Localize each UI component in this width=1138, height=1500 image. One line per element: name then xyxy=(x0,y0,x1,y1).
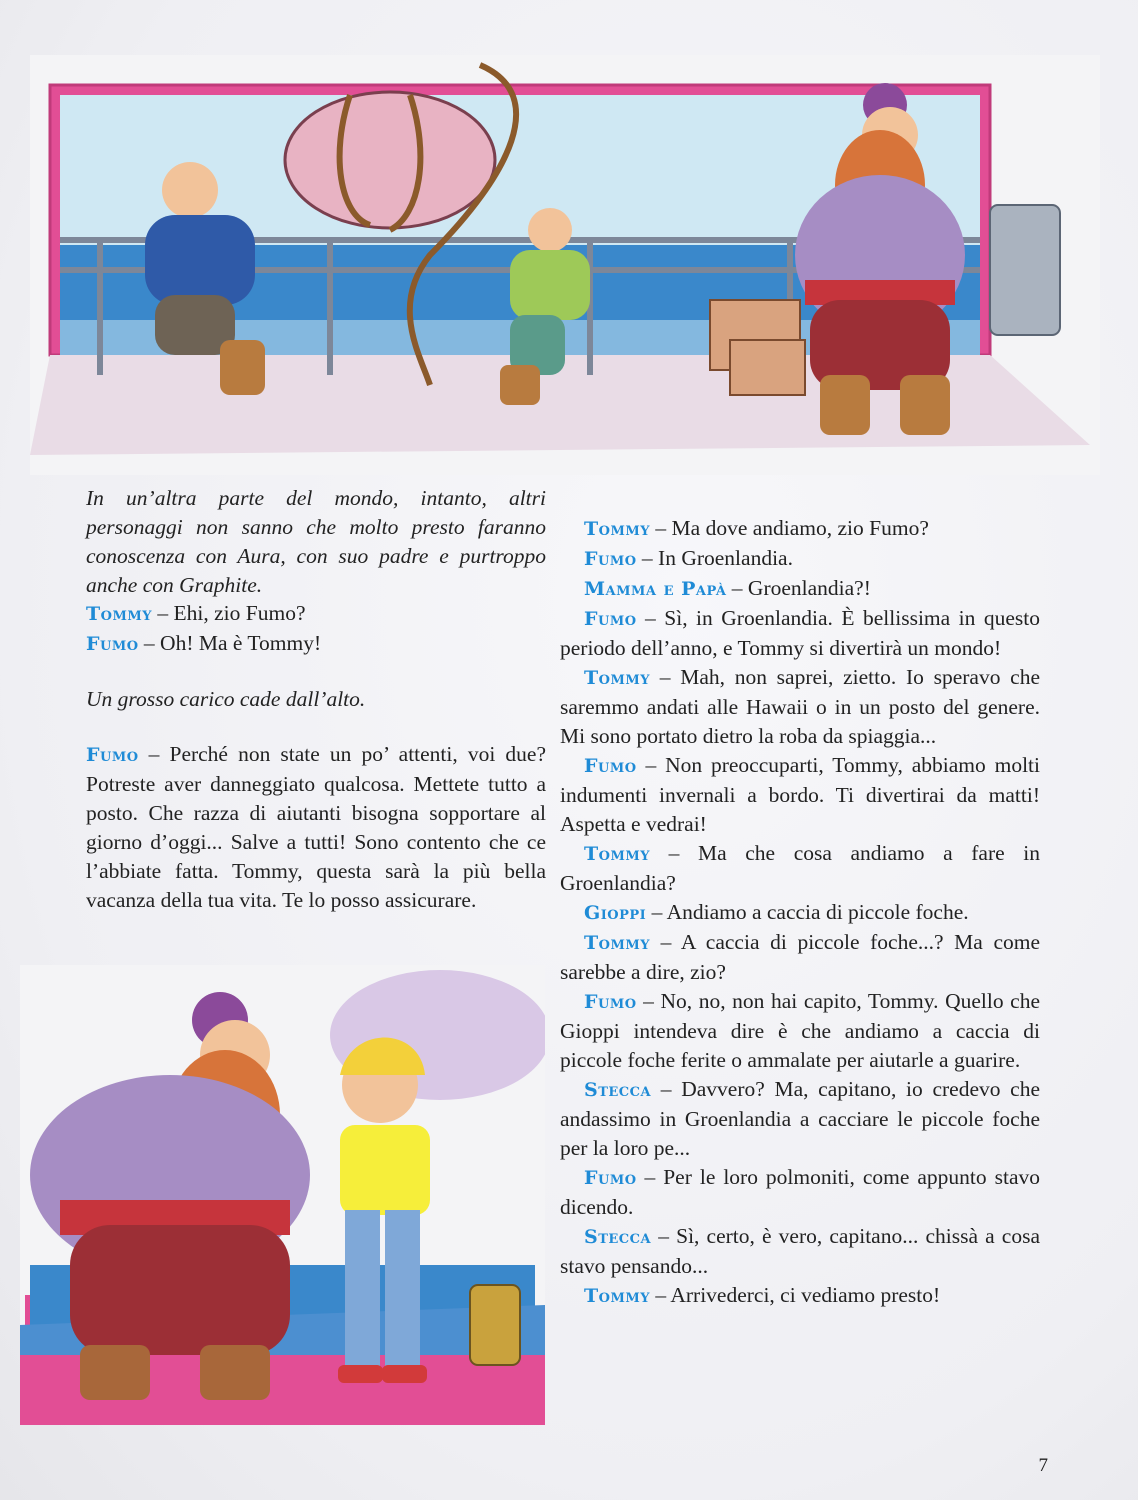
speaker-name: Mamma e Papà xyxy=(584,578,727,600)
speaker-name: Tommy xyxy=(584,843,651,865)
dialog-line xyxy=(560,514,1040,544)
dialog-line xyxy=(560,663,1040,751)
dialog-line xyxy=(560,1163,1040,1222)
bottom-illustration xyxy=(20,965,545,1425)
speaker-name: Tommy xyxy=(584,1285,651,1307)
speaker-name: Fumo xyxy=(584,608,637,630)
dialog-line xyxy=(560,928,1040,987)
speaker-name: Stecca xyxy=(584,1079,652,1101)
page-number: 7 xyxy=(1038,1455,1048,1476)
dialog-text: – Ma dove andiamo, zio Fumo? xyxy=(655,516,929,540)
dialog-line xyxy=(86,629,546,659)
dialog-text: – In Groenlandia. xyxy=(641,546,793,570)
speaker-name: Tommy xyxy=(584,932,651,954)
dialog-text: – No, no, non hai capito, Tommy. Quello che Gioppi intendeva dire è che andiamo a caccia di piccole foche ferite o ammalate per aiutarle a guarire. xyxy=(560,989,1040,1072)
speaker-name: Fumo xyxy=(584,755,637,777)
dialog-text: – Sì, in Groenlandia. È bellissima in questo periodo dell’anno, e Tommy si divertirà un mondo! xyxy=(560,606,1040,660)
speaker-name: Stecca xyxy=(584,1226,652,1248)
speaker-name: Gioppi xyxy=(584,902,647,924)
dialog-text: – Davvero? Ma, capitano, io credevo che andassimo in Groenlandia a cacciare le piccole foche per la loro pe... xyxy=(560,1077,1040,1160)
speaker-name: Tommy xyxy=(584,518,651,540)
dialog-text: – Sì, certo, è vero, capitano... chissà a cosa stavo pensando... xyxy=(560,1224,1041,1278)
dialog-text: – A caccia di piccole foche...? Ma come sarebbe a dire, zio? xyxy=(560,930,1040,984)
dialog-line xyxy=(560,898,1040,928)
dialog-line xyxy=(560,751,1040,839)
dialog-line xyxy=(560,987,1040,1075)
speaker-name: Fumo xyxy=(584,1167,637,1189)
dialog-left-a xyxy=(86,599,546,659)
speaker-name: Tommy xyxy=(86,603,153,625)
dialog-line xyxy=(560,574,1040,604)
dialog-text: – Mah, non saprei, zietto. Io speravo che saremmo andati alle Hawaii o in un posto del genere. Mi sono portato dietro la roba da spiaggia... xyxy=(560,665,1041,748)
speaker-name: Tommy xyxy=(584,667,651,689)
dialog-line xyxy=(560,544,1040,574)
dialog-text: – Per le loro polmoniti, come appunto stavo dicendo. xyxy=(560,1165,1041,1219)
narration-line: Un grosso carico cade dall’alto. xyxy=(86,687,366,711)
dialog-text: – Groenlandia?! xyxy=(731,576,871,600)
dialog-line xyxy=(86,740,546,915)
intro-narration: In un’altra parte del mondo, intanto, altri personaggi non sanno che molto presto faranno conoscenza con Aura, con suo padre e purtroppo anche con Graphite. xyxy=(86,486,546,597)
dialog-line xyxy=(560,1281,1040,1311)
barrel xyxy=(990,205,1060,335)
speaker-name: Fumo xyxy=(584,548,637,570)
dialog-text: – Oh! Ma è Tommy! xyxy=(143,631,322,655)
dialog-text: – Ehi, zio Fumo? xyxy=(157,601,306,625)
bollard xyxy=(470,1285,520,1365)
dialog-text: – Andiamo a caccia di piccole foche. xyxy=(651,900,969,924)
speaker-name: Fumo xyxy=(86,744,139,766)
dialog-line xyxy=(560,1222,1040,1281)
dialog-text: – Ma che cosa andiamo a fare in Groenlandia? xyxy=(560,841,1041,895)
cargo-bag xyxy=(285,92,495,228)
dialog-right xyxy=(560,514,1040,1311)
dialog-line xyxy=(560,1075,1040,1163)
dialog-left-b xyxy=(86,740,546,915)
dialog-line xyxy=(560,839,1040,898)
dialog-text: – Arrivederci, ci vediamo presto! xyxy=(655,1283,941,1307)
dialog-line xyxy=(560,604,1040,663)
dialog-text: – Non preoccuparti, Tommy, abbiamo molti indumenti invernali a bordo. Ti divertirai da matti! Aspetta e vedrai! xyxy=(560,753,1041,836)
top-illustration xyxy=(30,55,1100,475)
dialog-text: – Perché non state un po’ attenti, voi due? Potreste aver danneggiato qualcosa. Mettete tutto a posto. Che razza di aiutanti bisogna sopportare al giorno d’oggi... Salve a tutti! Sono contento che ce l’abbiate fatta. Tommy, questa sarà la più bella vacanza della tua vita. Te lo posso assicurare. xyxy=(86,742,546,912)
speaker-name: Fumo xyxy=(584,991,637,1013)
speaker-name: Fumo xyxy=(86,633,139,655)
dialog-line xyxy=(86,599,546,629)
